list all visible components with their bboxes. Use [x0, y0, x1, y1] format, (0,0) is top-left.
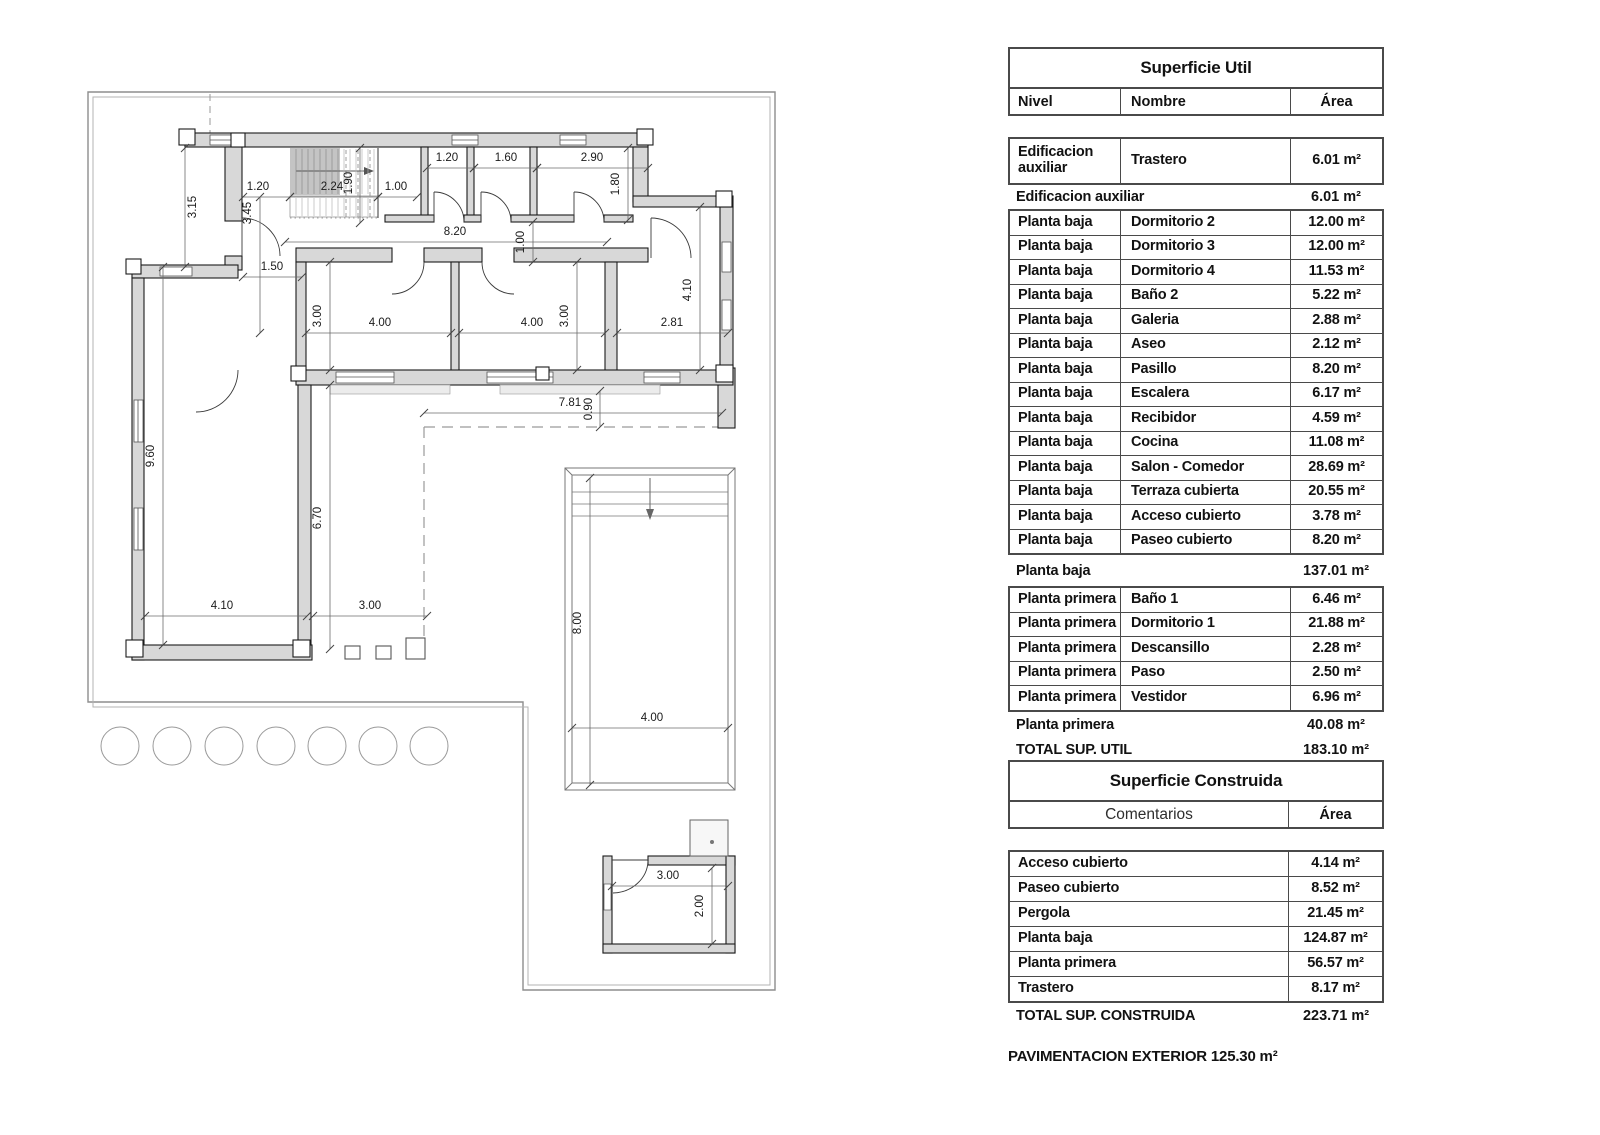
- cell-nivel: Planta primera: [1018, 615, 1116, 632]
- walls: [132, 133, 735, 660]
- dim-label: 2.81: [660, 317, 684, 329]
- cell-area: 124.87 m²: [1288, 927, 1382, 951]
- cell-area: 6.01 m²: [1290, 139, 1382, 183]
- col-header-nivel: Nivel: [1018, 93, 1053, 110]
- cell-area: 8.17 m²: [1288, 977, 1382, 1001]
- summary-row: [1008, 555, 1384, 586]
- dim-label: 8.20: [443, 226, 467, 238]
- cell-nombre: Paseo cubierto: [1120, 530, 1290, 554]
- cell-area: 2.50 m²: [1290, 662, 1382, 686]
- table-row: [1010, 926, 1382, 951]
- cell-nombre: Dormitorio 3: [1120, 236, 1290, 260]
- cell-nombre: Baño 1: [1120, 588, 1290, 612]
- dim-label: 2.90: [580, 152, 604, 164]
- table-header: [1008, 802, 1384, 829]
- cell-nombre: Terraza cubierta: [1120, 481, 1290, 505]
- cell-nombre: Pasillo: [1120, 358, 1290, 382]
- cell-nombre: Cocina: [1120, 432, 1290, 456]
- cell-nombre: Dormitorio 1: [1120, 613, 1290, 637]
- table-body: [1008, 850, 1384, 1029]
- table-row: [1010, 901, 1382, 926]
- table-row: [1010, 333, 1382, 358]
- dim-label: 1.90: [343, 171, 355, 195]
- cell-area: 2.88 m²: [1290, 309, 1382, 333]
- table-row: [1010, 480, 1382, 505]
- cell-area: 4.14 m²: [1288, 852, 1382, 876]
- cell-nombre: Acceso cubierto: [1120, 505, 1290, 529]
- dim-label: 8.00: [572, 611, 584, 635]
- cell-area: 8.20 m²: [1290, 358, 1382, 382]
- cell-area: 21.45 m²: [1288, 902, 1382, 926]
- table-row: [1010, 284, 1382, 309]
- cell-comentario: Planta baja: [1018, 930, 1093, 947]
- superficie-construida-table: [1008, 760, 1384, 1029]
- cell-nivel: Planta baja: [1018, 409, 1093, 426]
- table-row: [1010, 504, 1382, 529]
- pavimentacion-note: PAVIMENTACION EXTERIOR 125.30 m²: [1008, 1048, 1278, 1065]
- table-row: [1010, 211, 1382, 235]
- summary-label: Planta primera: [1016, 716, 1114, 733]
- summary-row: [1008, 185, 1384, 209]
- superficie-util-table: [1008, 47, 1384, 762]
- dim-label: 1.00: [384, 181, 408, 193]
- cell-area: 12.00 m²: [1290, 236, 1382, 260]
- parcel-boundary: [88, 92, 775, 990]
- trastero: [603, 820, 735, 953]
- table-header: [1008, 89, 1384, 116]
- dim-label: 1.20: [435, 152, 459, 164]
- table-row: [1010, 308, 1382, 333]
- table-body: [1008, 137, 1384, 762]
- table-row: [1010, 852, 1382, 876]
- dim-label: 3.45: [242, 201, 254, 225]
- dim-label: 4.10: [682, 278, 694, 302]
- dim-label: 4.00: [640, 712, 664, 724]
- table-row: [1010, 951, 1382, 976]
- cell-area: 2.28 m²: [1290, 637, 1382, 661]
- col-header-area: Área: [1288, 802, 1382, 827]
- table-row: [1010, 876, 1382, 901]
- table-row: [1010, 455, 1382, 480]
- table-row: [1010, 529, 1382, 554]
- cell-area: 11.53 m²: [1290, 260, 1382, 284]
- summary-value: 223.71 m²: [1302, 1008, 1370, 1024]
- table-row: [1010, 382, 1382, 407]
- summary-value: 40.08 m²: [1306, 716, 1366, 733]
- cell-area: 5.22 m²: [1290, 285, 1382, 309]
- cell-area: 6.17 m²: [1290, 383, 1382, 407]
- cell-area: 8.52 m²: [1288, 877, 1382, 901]
- table-group: [1008, 586, 1384, 712]
- dim-label: 3.00: [559, 304, 571, 328]
- dim-label: 2.00: [694, 894, 706, 918]
- cell-nivel: Planta baja: [1018, 385, 1093, 402]
- tree-circles: [101, 727, 448, 765]
- dim-label: 4.00: [368, 317, 392, 329]
- summary-label: Planta baja: [1016, 562, 1091, 579]
- summary-label: TOTAL SUP. CONSTRUIDA: [1016, 1008, 1196, 1024]
- summary-label: TOTAL SUP. UTIL: [1016, 741, 1132, 758]
- dim-label: 3.00: [656, 870, 680, 882]
- table-row: [1010, 139, 1382, 183]
- summary-value: 6.01 m²: [1311, 189, 1361, 205]
- table-title: Superficie Construida: [1008, 760, 1384, 802]
- cell-nombre: Aseo: [1120, 334, 1290, 358]
- cell-area: 6.96 m²: [1290, 686, 1382, 710]
- table-row: [1010, 357, 1382, 382]
- table-row: [1010, 636, 1382, 661]
- pool: [565, 468, 735, 790]
- cell-comentario: Planta primera: [1018, 955, 1116, 972]
- col-header-comentarios: Comentarios: [1105, 805, 1193, 823]
- table-row: [1010, 612, 1382, 637]
- table-row: [1010, 431, 1382, 456]
- dim-label: 2.24: [320, 181, 344, 193]
- cell-nivel: Planta baja: [1018, 458, 1093, 475]
- table-row: [1010, 406, 1382, 431]
- cell-nombre: Escalera: [1120, 383, 1290, 407]
- cell-area: 20.55 m²: [1290, 481, 1382, 505]
- cell-area: 4.59 m²: [1290, 407, 1382, 431]
- cell-comentario: Pergola: [1018, 905, 1070, 922]
- dim-label: 3.15: [187, 195, 199, 219]
- cell-nombre: Dormitorio 2: [1120, 211, 1290, 235]
- dim-label: 4.10: [210, 600, 234, 612]
- cell-comentario: Acceso cubierto: [1018, 855, 1128, 872]
- col-header-nombre: Nombre: [1120, 89, 1290, 114]
- cell-nombre: Galeria: [1120, 309, 1290, 333]
- cell-area: 6.46 m²: [1290, 588, 1382, 612]
- cell-nivel: Planta baja: [1018, 336, 1093, 353]
- cell-area: 56.57 m²: [1288, 952, 1382, 976]
- table-row: [1010, 588, 1382, 612]
- paseo-edge: [330, 385, 660, 394]
- cell-nombre: Recibidor: [1120, 407, 1290, 431]
- cell-nivel: Planta baja: [1018, 238, 1093, 255]
- cell-nombre: Trastero: [1120, 139, 1290, 183]
- dim-label: 3.00: [358, 600, 382, 612]
- cell-nivel: Planta primera: [1018, 688, 1116, 705]
- table-row: [1010, 685, 1382, 710]
- cell-area: 11.08 m²: [1290, 432, 1382, 456]
- dim-label: 1.20: [246, 181, 270, 193]
- cell-nivel: Planta primera: [1018, 664, 1116, 681]
- cell-nivel: Planta baja: [1018, 483, 1093, 500]
- summary-row: [1008, 1003, 1384, 1029]
- summary-value: 137.01 m²: [1302, 562, 1370, 579]
- cell-nombre: Vestidor: [1120, 686, 1290, 710]
- cell-nombre: Salon - Comedor: [1120, 456, 1290, 480]
- dim-label: 0.90: [583, 397, 595, 421]
- cell-nivel: Planta baja: [1018, 434, 1093, 451]
- dim-label: 3.00: [312, 304, 324, 328]
- table-group: [1008, 137, 1384, 185]
- cell-nivel: Planta primera: [1018, 639, 1116, 656]
- table-group: [1008, 209, 1384, 555]
- dim-label: 1.80: [610, 172, 622, 196]
- spacer: [1008, 116, 1384, 137]
- dim-label: 1.60: [494, 152, 518, 164]
- cell-area: 8.20 m²: [1290, 530, 1382, 554]
- cell-nombre: Baño 2: [1120, 285, 1290, 309]
- cell-nivel: Planta baja: [1018, 287, 1093, 304]
- cell-nivel: Planta baja: [1018, 213, 1093, 230]
- cell-area: 28.69 m²: [1290, 456, 1382, 480]
- col-header-area: Área: [1290, 89, 1382, 114]
- cell-area: 12.00 m²: [1290, 211, 1382, 235]
- cell-nombre: Descansillo: [1120, 637, 1290, 661]
- dim-label: 9.60: [145, 444, 157, 468]
- dim-label: 4.00: [520, 317, 544, 329]
- dim-label: 1.50: [260, 261, 284, 273]
- cell-nivel: Planta baja: [1018, 262, 1093, 279]
- table-row: [1010, 661, 1382, 686]
- summary-label: Edificacion auxiliar: [1016, 189, 1145, 205]
- cell-nivel: Planta baja: [1018, 532, 1093, 549]
- cell-nivel: Planta baja: [1018, 507, 1093, 524]
- summary-row: [1008, 738, 1384, 762]
- cell-comentario: Paseo cubierto: [1018, 880, 1120, 897]
- dim-label: 1.00: [515, 230, 527, 254]
- cell-comentario: Trastero: [1018, 980, 1074, 997]
- dim-label: 6.70: [312, 506, 324, 530]
- cell-nivel: Planta primera: [1018, 590, 1116, 607]
- summary-row: [1008, 712, 1384, 738]
- cell-nombre: Dormitorio 4: [1120, 260, 1290, 284]
- cell-area: 3.78 m²: [1290, 505, 1382, 529]
- table-group: [1008, 850, 1384, 1003]
- table-title: Superficie Util: [1008, 47, 1384, 89]
- dim-label: 7.81: [558, 397, 582, 409]
- table-row: [1010, 259, 1382, 284]
- summary-value: 183.10 m²: [1302, 741, 1370, 758]
- cell-area: 2.12 m²: [1290, 334, 1382, 358]
- cell-area: 21.88 m²: [1290, 613, 1382, 637]
- cell-nivel: Edificacion auxiliar: [1018, 144, 1094, 176]
- cell-nivel: Planta baja: [1018, 311, 1093, 328]
- table-row: [1010, 235, 1382, 260]
- table-row: [1010, 976, 1382, 1001]
- spacer: [1008, 829, 1384, 850]
- cell-nombre: Paso: [1120, 662, 1290, 686]
- cell-nivel: Planta baja: [1018, 360, 1093, 377]
